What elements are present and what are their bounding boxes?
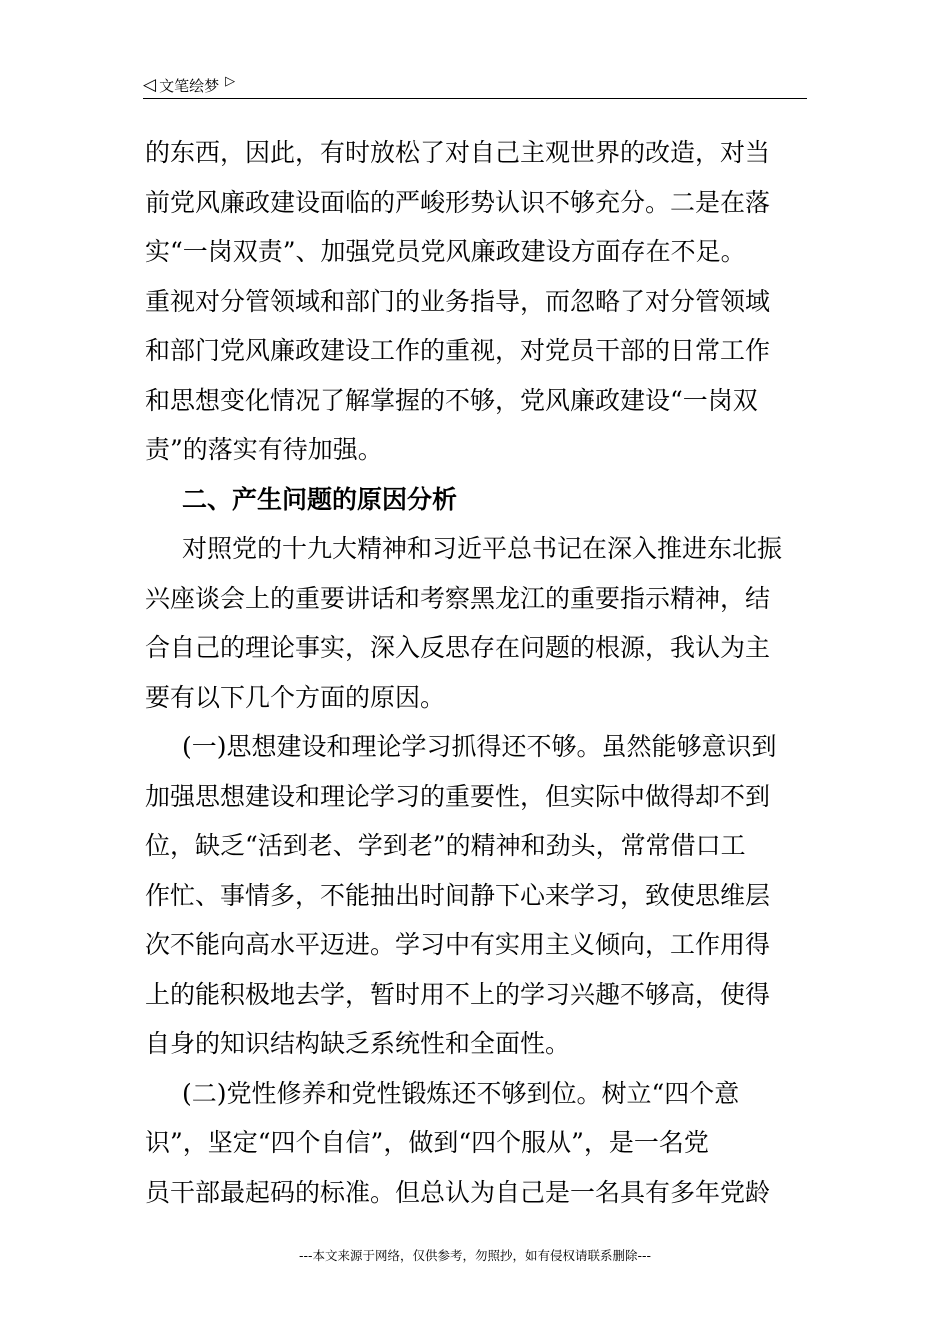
text-line: 位，缺乏“活到老、学到老”的精神和劲头，常常借口工 (145, 831, 746, 860)
triangle-right-icon: ▷ (225, 73, 236, 89)
text-line: 上的能积极地去学，暂时用不上的学习兴趣不够高，使得 (145, 979, 771, 1009)
text-line: 合自己的理论事实，深入反思存在问题的根源，我认为主 (145, 633, 771, 662)
subsection-first-line: (二)党性修养和党性锻炼还不够到位。树立“四个意 (182, 1078, 740, 1108)
paragraph-first-line: 对照党的十九大精神和习近平总书记在深入推进东北振 (182, 534, 783, 563)
text-line: 作忙、事情多，不能抽出时间静下心来学习，致使思维层 (145, 880, 771, 910)
text-line: 前党风廉政建设面临的严峻形势认识不够充分。二是在落 (145, 187, 771, 217)
text-line: 次不能向高水平迈进。学习中有实用主义倾向，工作用得 (145, 930, 771, 959)
header-divider (143, 98, 807, 99)
text-line: 兴座谈会上的重要讲话和考察黑龙江的重要指示精神，结 (145, 583, 771, 613)
header-title: 文笔绘梦 (159, 76, 220, 95)
text-line: 重视对分管领域和部门的业务指导，而忽略了对分管领域 (145, 286, 771, 316)
section-heading: 二、产生问题的原因分析 (182, 484, 458, 514)
text-line: 员干部最起码的标准。但总认为自己是一名具有多年党龄 (145, 1177, 771, 1207)
text-line: 和思想变化情况了解掌握的不够，党风廉政建设“一岗双 (145, 385, 758, 415)
text-line: 自身的知识结构缺乏系统性和全面性。 (145, 1029, 571, 1058)
footer-notice: ---本文来源于网络，仅供参考，勿照抄，如有侵权请联系删除--- (298, 1248, 652, 1263)
text-line: 识”，坚定“四个自信”，做到“四个服从”，是一名党 (145, 1128, 709, 1157)
text-line: 和部门党风廉政建设工作的重视，对党员干部的日常工作 (145, 336, 771, 365)
triangle-left-icon: ◁ (143, 74, 157, 95)
page-header (143, 72, 235, 98)
text-line: 加强思想建设和理论学习的重要性，但实际中做得却不到 (145, 781, 771, 811)
text-line: 的东西，因此，有时放松了对自己主观世界的改造，对当 (145, 138, 771, 167)
text-line: 责”的落实有待加强。 (145, 435, 383, 464)
subsection-first-line: (一)思想建设和理论学习抓得还不够。虽然能够意识到 (182, 732, 777, 761)
text-line: 要有以下几个方面的原因。 (145, 682, 446, 712)
text-line: 实“一岗双责”、加强党员党风廉政建设方面存在不足。 (145, 237, 746, 266)
document-body (145, 128, 810, 1217)
